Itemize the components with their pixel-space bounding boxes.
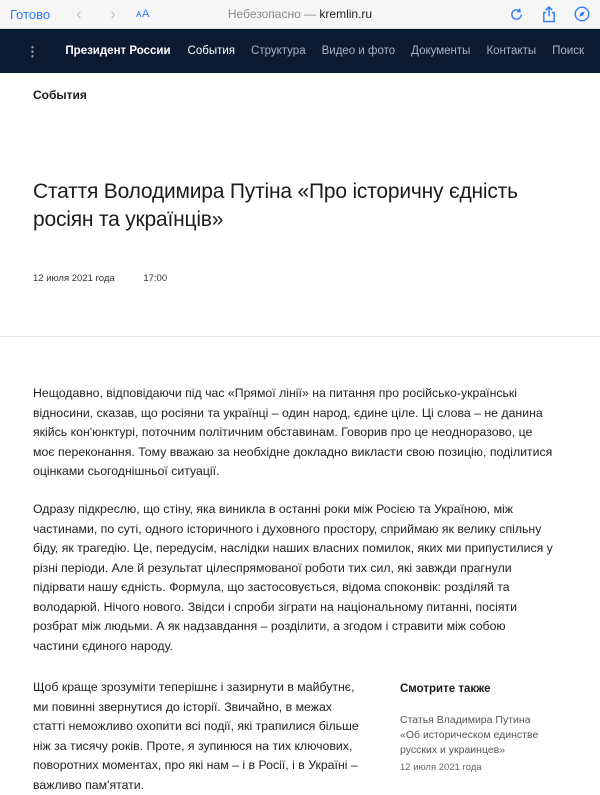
security-label: Небезопасно — <box>227 7 317 21</box>
compass-icon[interactable] <box>574 6 590 22</box>
reload-icon[interactable] <box>509 7 524 22</box>
nav-brand-link[interactable]: Президент России <box>65 45 171 57</box>
menu-icon[interactable] <box>0 45 65 58</box>
nav-item-events[interactable]: События <box>187 45 236 57</box>
article-time: 17:00 <box>143 273 168 284</box>
text-size-button[interactable]: ᴀA <box>136 8 150 20</box>
nav-item-search[interactable]: Поиск <box>552 45 584 57</box>
section-label[interactable]: События <box>33 88 87 102</box>
article-title: Стаття Володимира Путіна «Про історичну єдність росіян та українців» <box>33 180 518 231</box>
nav-item-contacts[interactable]: Контакты <box>486 45 537 57</box>
chevron-left-icon[interactable]: ‹ <box>76 4 82 23</box>
share-icon[interactable] <box>542 6 556 23</box>
article-paragraph: Одразу підкреслю, що стіну, яка виникла в останні роки між Росією та Україною, між частинами, по суті, одного історичного і духовного простору, сприймаю як велику спільну біду, як трагедію. Це, передусім, наслідки наших власних помилок, яких ми припустилися у різні періоди. Але й результат цілеспрямованої роботи тих сил, які завжди прагнули підірвати нашу єдність. Формула, що застосовується, відома споконвік: розділяй та володарюй. Нічого нового. Звідси і спроби зіграти на національному питанні, посіяти розбрат між людьми. А як надзавдання – розділити, а згодом і стравити між собою частини єдиного народу. <box>33 502 553 653</box>
article-paragraph: Нещодавно, відповідаючи під час «Прямої лінії» на питання про російсько-українські відносини, сказав, що росіяни та українці – один народ, єдине ціле. Ці слова – не данина якійсь кон'юнктурі, поточним політичним обставинам. Говорив про це неодноразово, це моє переконання. Тому вважаю за необхідне докладно викласти свою позицію, поділитися оцінками сьогоднішньої ситуації. <box>33 386 553 478</box>
article-date: 12 июля 2021 года <box>33 273 115 284</box>
see-also-panel <box>400 683 580 773</box>
see-also-link[interactable]: Статья Владимира Путина «Об историческом единстве русских и украинцев» <box>400 714 539 756</box>
nav-item-documents[interactable]: Документы <box>411 45 471 57</box>
article-paragraph: Щоб краще зрозуміти теперішнє і зазирнути в майбутнє, ми повинні звернутися до історії. Звичайно, в межах статті неможливо охопити всі події, які трапилися більше ніж за тисячу років. Проте, я зупинюся на тих ключових, поворотних моментах, про які нам – і в Росії, і в Україні – важливо пам'ятати. <box>33 680 359 792</box>
site-navigation <box>0 29 600 73</box>
article-meta <box>33 273 193 284</box>
chevron-right-icon[interactable]: › <box>110 4 116 23</box>
see-also-heading: Смотрите также <box>400 683 491 695</box>
nav-item-video-photo[interactable]: Видео и фото <box>321 45 396 57</box>
browser-toolbar <box>0 0 600 29</box>
see-also-date: 12 июля 2021 года <box>400 762 482 773</box>
domain-label: kremlin.ru <box>319 7 373 21</box>
nav-item-structure[interactable]: Структура <box>251 45 306 57</box>
header-divider <box>0 336 600 337</box>
done-button[interactable]: Готово <box>10 6 51 22</box>
